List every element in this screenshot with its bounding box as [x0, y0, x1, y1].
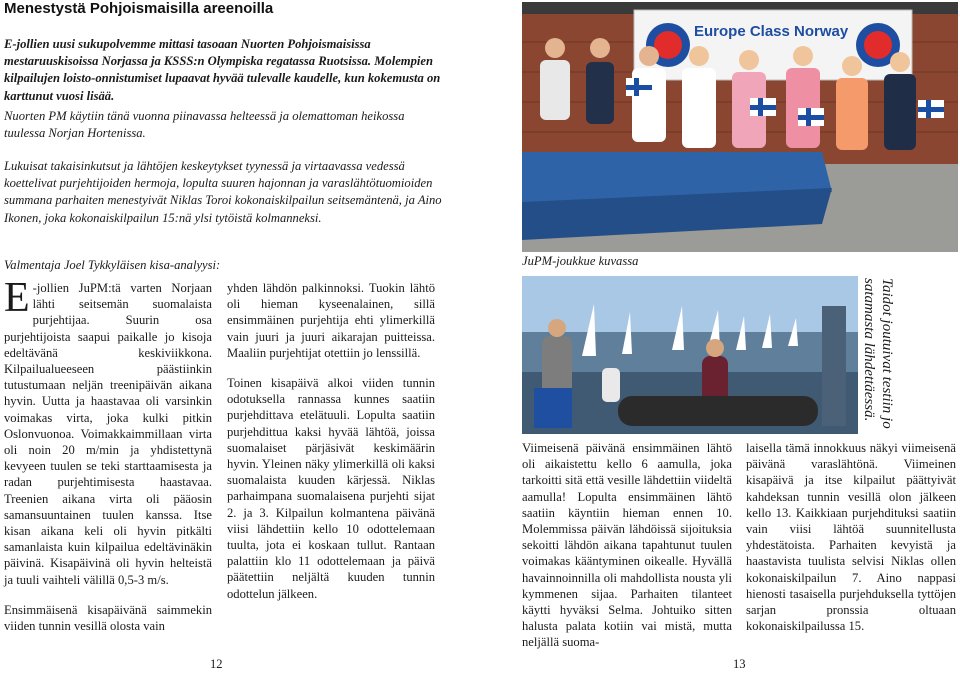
paragraph: [4, 275, 212, 588]
team-photo-illustration: [522, 2, 958, 252]
vertical-caption-line-2: satamasta lähdettäessä.: [861, 278, 877, 422]
page-number-right: 13: [733, 657, 746, 671]
text-column-1: [4, 275, 212, 648]
text-column-2: [227, 280, 435, 616]
paragraph: Viimeisenä päivänä ensimmäinen lähtö oli aikaistettu kello 6 aamulla, joka tarkoitti sitä että vesille lähdettiin viideltä aamulla! Lopulta ensimmäinen lähtö saatiin käyntiin hieman ennen 10. Molemmissa päivän lähdöissä sijoituksia sekoitti lähdön aikana tapahtunut tuulen voimakas kääntyminen oikealle. Hyvällä havainnoinnilla oli mahdollista nousta yli kymmenen sijaa. Parhaiten tilanteet käytti hyväksi Selma. Johtuiko sitten halusta palata kotiin vai mistä, mutta neljällä suoma-: [522, 441, 732, 650]
team-photo: [522, 2, 958, 252]
vertical-photo-caption: [860, 276, 900, 432]
paragraph: Ensimmäisenä kisapäivänä saimmekin viiden tunnin vesillä olosta vain: [4, 602, 212, 634]
paragraph: Toinen kisapäivä alkoi viiden tunnin odotuksella rannassa kunnes saatiin purjehdittava etelätuuli. Lopulta saatiin purjehdittua kaksi hyvää lähtöä, joissa suomalaiset pärjäsivät keskimäärin hyvin. Yleinen näky ylimerkillä oli kaksi suomalaista kuuden kärjessä. Niklas parhaimpana suomalaisena purjehti sijat 2. ja 3. Kilpailun kolmantena päivänä viisi lähdettiin kello 10 odottelemaan tuulta, jota ei koskaan tullut. Rantaan palattiin klo 11 odottelemaan ja päivä päätettiin neljältä kuuden tunnin odottelun jälkeen.: [227, 376, 435, 601]
paragraph: yhden lähdön palkinnoksi. Tuokin lähtö oli hieman kyseenalainen, sillä ensimmäinen purjehtija ehti ylimerkillä vain juuri ja juuri aikarajan puitteissa. Maaliin purjehtijat otettiin jo lenssillä.: [227, 281, 435, 360]
article-title: Menestystä Pohjoismaisilla areenoilla: [4, 0, 274, 17]
article-intro: Lukuisat takaisinkutsut ja lähtöjen keskeytykset tyynessä ja virtaavassa vedessä koettelivat purjehtijoiden hermoja, lopulta suuren hajonnan ja varaslähtötuomioiden summana parhaiten menestyivät Niklas Toroi kokonaiskilpailun seitsemäntenä, ja Aino Ikonen, joka kokonaiskilpailun 15:nä ylsi tytöistä kolmanneksi.: [4, 159, 442, 225]
harbour-photo-illustration: [522, 276, 858, 434]
page-number-left: 12: [210, 657, 223, 671]
paragraph-text: -jollien JuPM:tä varten Norjaan lähti seitsemän suomalaista purjehtijaa. Suurin osa purjehtijoista saapui paikalle jo kisoja edeltävänä keskiviikkona. Kilpailualueeseen päästiinkin tutustumaan neljän treenipäivän aikana hyvin. Uutta ja haastavaa oli varsinkin voimakas virta, joka kulki pitkin Oslonvuonoa. Voimakkaimmillaan virta oli noin 20 m/min ja yhdistettynä kevyeen tuulen se teki starttaamisesta ja radan purjehtimisesta haastavaa. Treenien aikana virta oli pääosin samansuuntainen tuulen kanssa. Itse kisan aikana keli oli hyvin pitkälti samanlaista kuin kilpailua edeltävinäkin päivinä. Kisapäivinä oli hyvin helteistä ja tuuli vaihteli välillä 0,5-3 m/s.: [4, 281, 212, 587]
text-column-4: [746, 440, 956, 648]
vertical-caption-line-1: Taidot joutuivat testiin jo: [879, 278, 895, 429]
article-lead-sub: Nuorten PM käytiin tänä vuonna piinavassa helteessä ja olemattoman heikossa tuulessa Norjan Hortenissa.: [4, 109, 405, 141]
photo-caption: JuPM-joukkue kuvassa: [522, 254, 639, 268]
banner-text: Europe Class Norway: [694, 23, 849, 40]
harbour-photo: [522, 276, 858, 434]
paragraph: laisella tämä innokkuus näkyi viimeisenä päivänä varaslähtönä. Viimeinen kisapäivä ja itse kilpailut päättyivät kahdeksan tunnin vesillä olon jälkeen kello 13. Kaikkiaan purjehdituksi saatiin vain viisi lähtöä suunnitellusta yhdestätoista. Parhaiten kevyistä ja haastavista tuulista selvisi Niklas ollen kokonaiskilpailun 7. Aino nappasi hienosti tasaisella purjehduksella tyttöjen sarjan pronssia oltuaan kokonaiskilpailussa 15.: [746, 441, 956, 634]
article-lead: E-jollien uusi sukupolvemme mittasi tasoaan Nuorten Pohjoismaisissa mestaruuskisoissa Norjassa ja KSSS:n Olympiska regatassa Ruotsissa. Molempien kilpailujen loisto-onnistumiset lupaavat hyvää tulevalle kaudelle, kun kokemusta on karttunut vuosi lisää.: [4, 37, 441, 103]
coach-analysis-heading: Valmentaja Joel Tykkyläisen kisa-analyysi:: [4, 258, 221, 272]
drop-cap: E: [4, 275, 30, 321]
text-column-3: [522, 440, 732, 665]
